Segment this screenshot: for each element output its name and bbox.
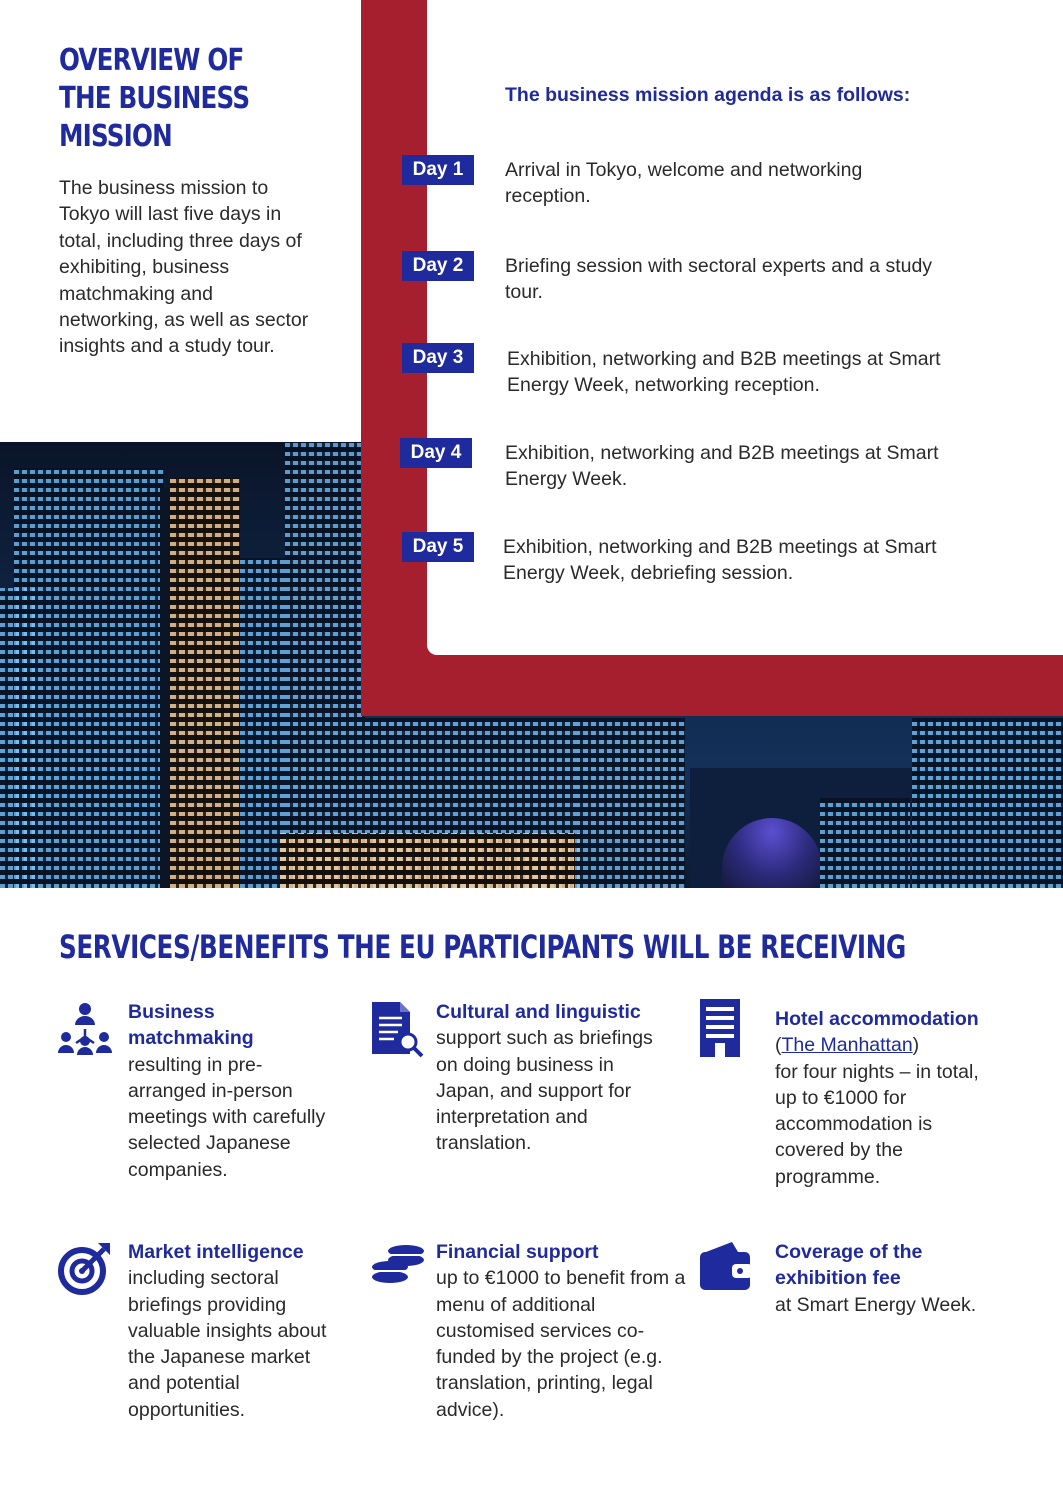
coins-icon xyxy=(370,1244,426,1284)
day-description: Exhibition, networking and B2B meetings at Smart Energy Week. xyxy=(505,442,939,490)
service-description: including sectoral briefings providing valuable insights about the Japanese market and potential opportunities. xyxy=(128,1267,327,1421)
overview-title: OVERVIEW OF THE BUSINESS MISSION xyxy=(59,43,250,154)
link-paren-close: ) xyxy=(912,1034,920,1057)
service-description: for four nights – in total, up to €1000 for accommodation is covered by the programme. xyxy=(775,1060,979,1188)
service-title: Hotel accommodation xyxy=(775,1008,979,1030)
service-title: Financial support xyxy=(436,1241,599,1263)
day-badge: Day 3 xyxy=(402,343,474,373)
day-badge: Day 4 xyxy=(400,438,472,468)
service-title: Coverage of the exhibition fee xyxy=(775,1241,923,1290)
service-title: Cultural and linguistic xyxy=(436,1001,641,1023)
target-icon xyxy=(58,1241,112,1295)
day-badge: Day 1 xyxy=(402,155,474,185)
service-description: up to €1000 to benefit from a menu of additional customised services co-funded by the project (e.g. translation, printing, legal advice). xyxy=(436,1267,686,1421)
overview-text: The business mission to Tokyo will last five days in total, including three days of exhibiting, business matchmaking and networking, as well as sector insights and a study tour. xyxy=(59,177,309,358)
wallet-icon xyxy=(698,1240,752,1292)
day-badge: Day 5 xyxy=(402,532,474,562)
day-description: Exhibition, networking and B2B meetings at Smart Energy Week, networking reception. xyxy=(507,348,941,396)
service-title: Market intelligence xyxy=(128,1241,304,1263)
day-description: Briefing session with sectoral experts and a study tour. xyxy=(505,255,933,303)
hotel-building-icon xyxy=(698,999,742,1057)
service-description: support such as briefings on doing business in Japan, and support for interpretation and translation. xyxy=(436,1027,653,1155)
day-badge: Day 2 xyxy=(402,251,474,281)
link-paren-open: ( xyxy=(775,1034,782,1057)
day-description: Exhibition, networking and B2B meetings at Smart Energy Week, debriefing session. xyxy=(503,536,937,584)
service-description: resulting in pre-arranged in-person meetings with carefully selected Japanese companies. xyxy=(128,1053,326,1181)
hotel-link[interactable]: The Manhattan xyxy=(781,1034,913,1057)
document-search-icon xyxy=(370,1000,424,1058)
people-network-icon xyxy=(58,1001,112,1055)
service-description: at Smart Energy Week. xyxy=(775,1293,977,1316)
agenda-intro: The business mission agenda is as follows: xyxy=(505,84,911,106)
day-description: Arrival in Tokyo, welcome and networking reception. xyxy=(505,159,863,207)
services-title: SERVICES/BENEFITS THE EU PARTICIPANTS WILL BE RECEIVING xyxy=(59,928,906,966)
service-title: Business matchmaking xyxy=(128,1001,254,1050)
